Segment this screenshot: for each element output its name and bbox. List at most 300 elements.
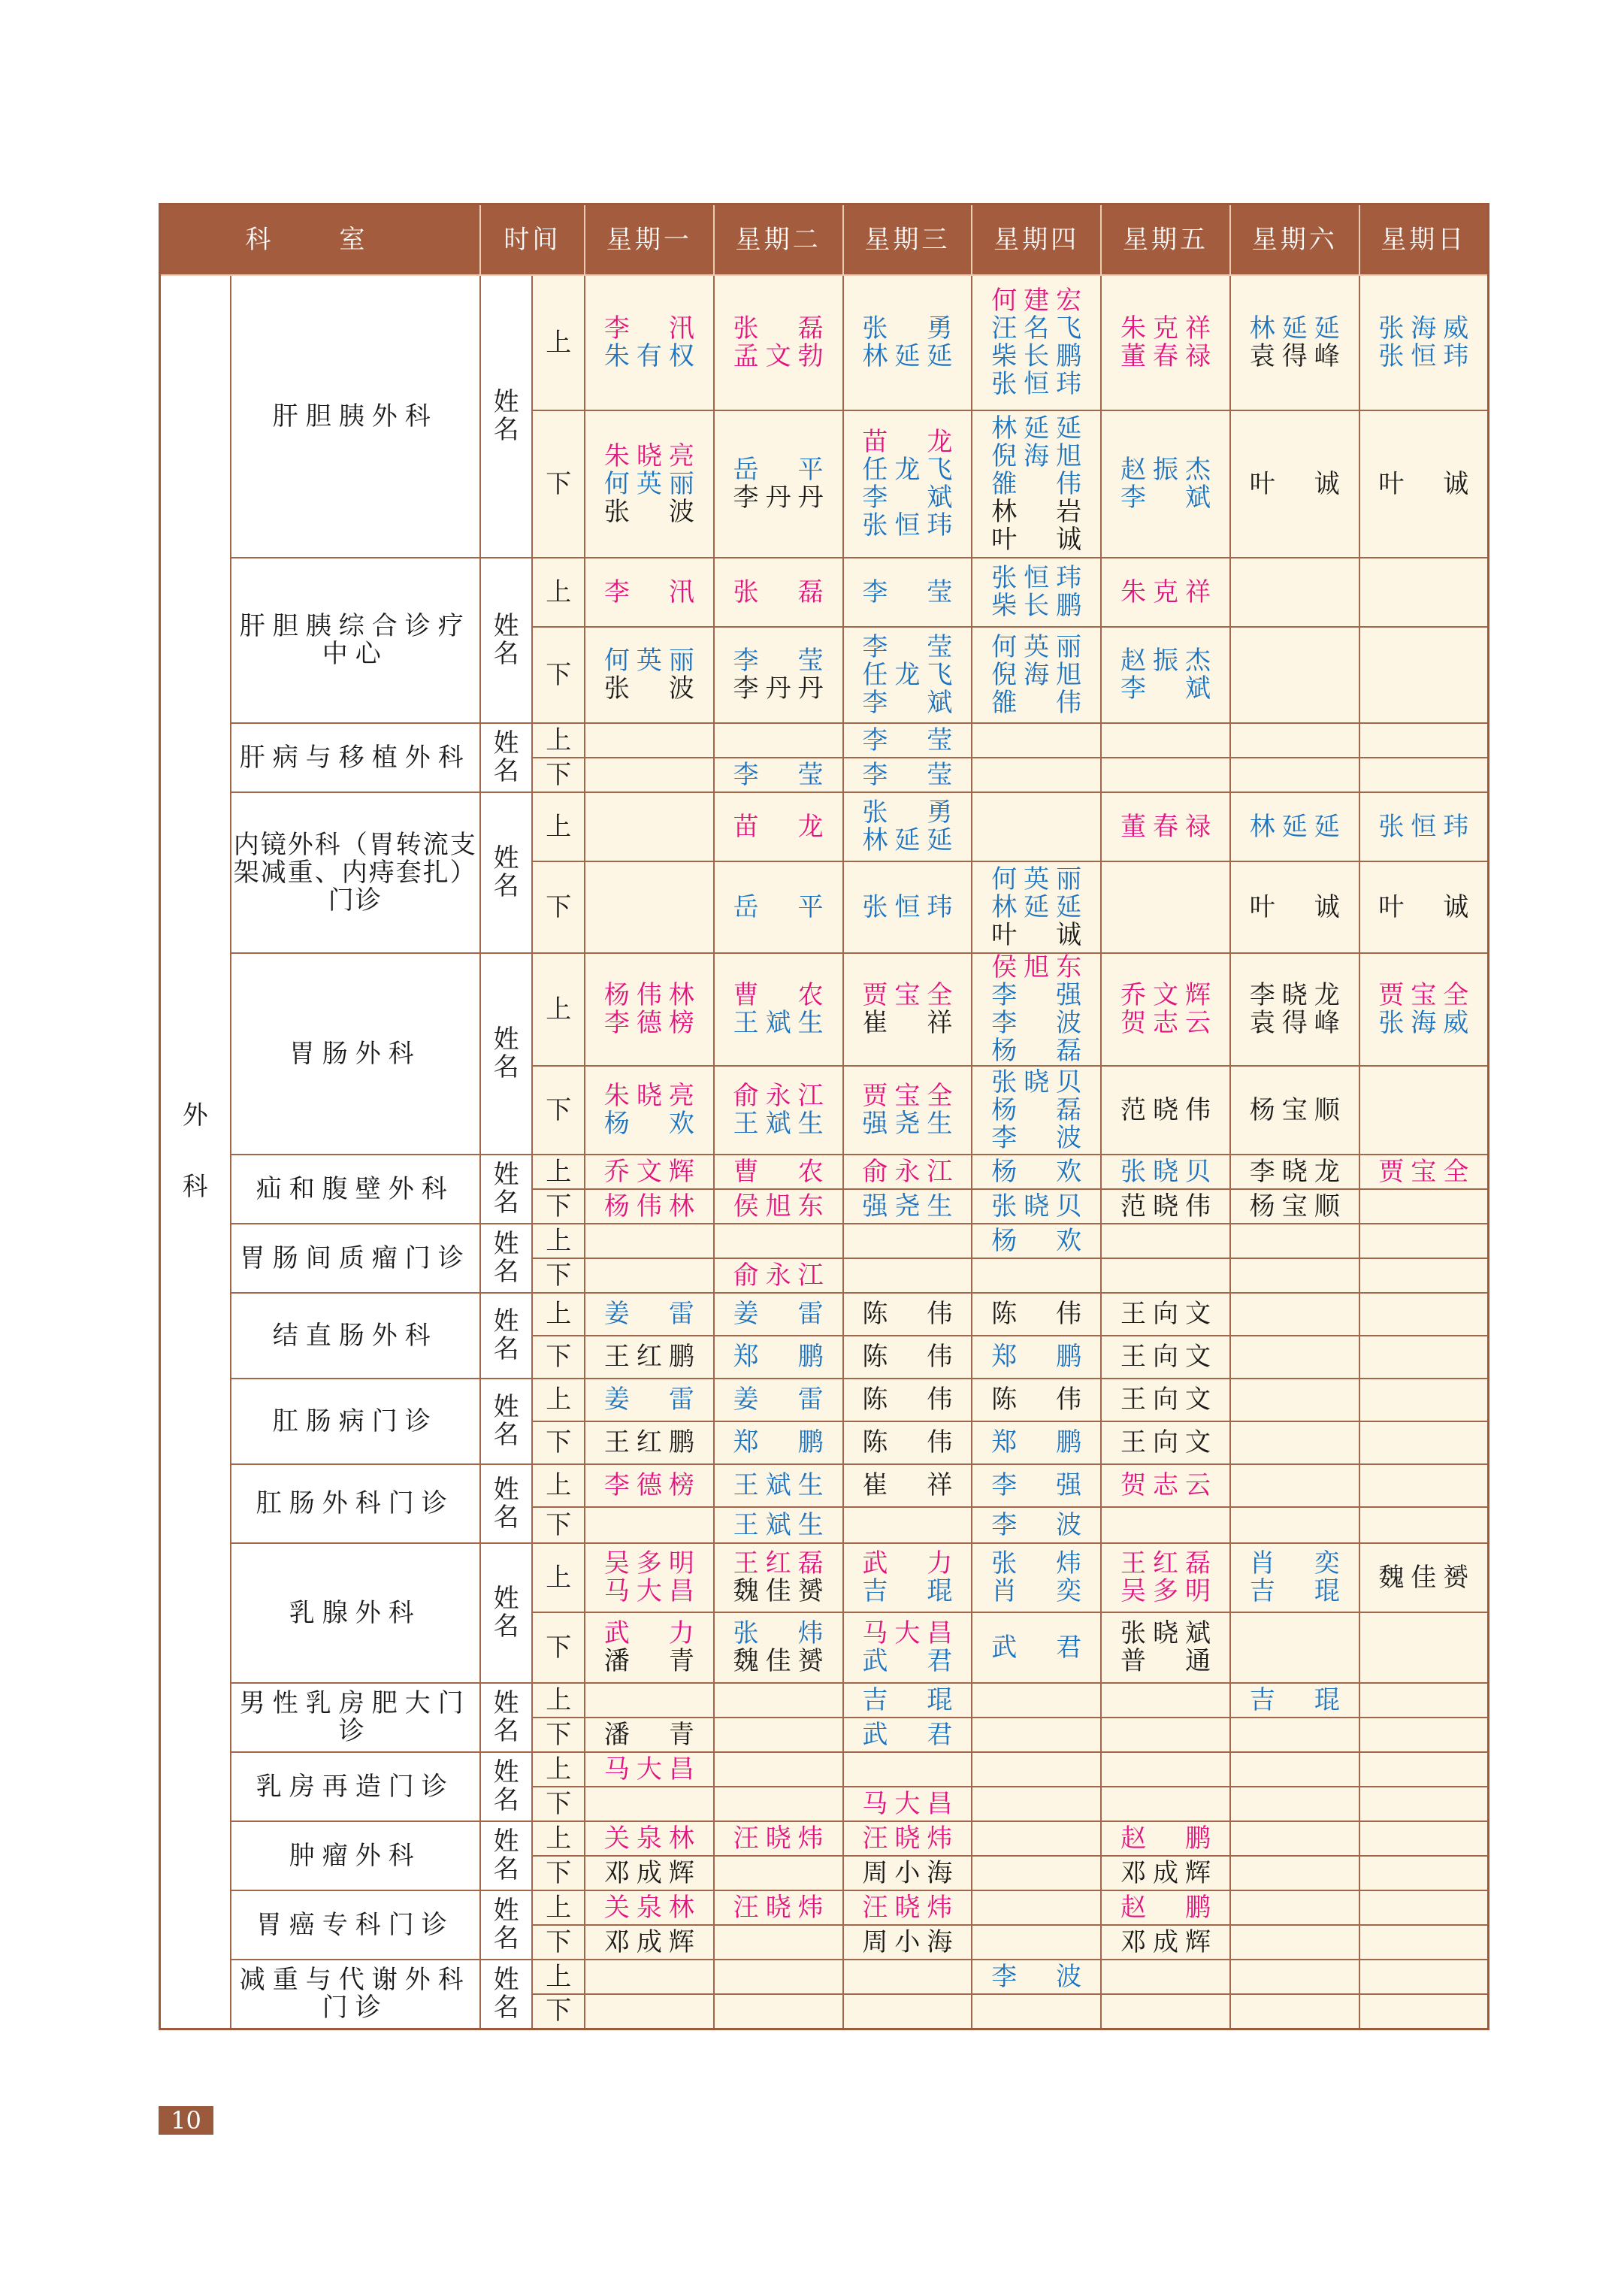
pm-label: 下	[532, 1336, 585, 1379]
doctor-cell	[1230, 1612, 1359, 1683]
name-label-cell	[480, 1379, 533, 1464]
am-label: 上	[532, 953, 585, 1066]
doctor-name: 汪晓炜	[733, 1823, 824, 1854]
am-label: 上	[532, 1224, 585, 1258]
doctor-name: 何英丽	[991, 864, 1082, 894]
doctor-cell	[1359, 275, 1489, 410]
header-row	[160, 204, 1489, 276]
name-label-char: 姓	[493, 1306, 519, 1336]
doctor-cell	[843, 627, 972, 723]
doctor-cell	[972, 1612, 1101, 1683]
name-label-char: 名	[493, 1716, 519, 1746]
name-label-char: 姓	[493, 1964, 519, 1995]
doctor-cell	[1359, 627, 1489, 723]
doctor-cell	[972, 953, 1101, 1066]
doctor-cell	[585, 723, 714, 758]
header-time: 时间	[480, 204, 585, 276]
name-label-char: 姓	[493, 728, 519, 758]
pm-label: 下	[532, 1925, 585, 1960]
doctor-name: 武力	[603, 1618, 694, 1648]
doctor-cell	[1230, 1336, 1359, 1379]
doctor-name: 贺志云	[1120, 1008, 1211, 1038]
doctor-cell	[843, 1925, 972, 1960]
doctor-name: 林延延	[862, 825, 953, 855]
doctor-cell	[843, 1189, 972, 1224]
doctor-cell	[843, 1464, 972, 1507]
doctor-name: 吉琨	[1249, 1576, 1340, 1606]
doctor-cell	[585, 861, 714, 953]
doctor-cell	[714, 1960, 843, 1994]
name-label-char: 名	[493, 1257, 519, 1287]
doctor-name: 郑鹏	[991, 1427, 1082, 1457]
doctor-cell	[1101, 1464, 1230, 1507]
doctor-name: 普通	[1120, 1646, 1211, 1676]
doctor-name: 贺志云	[1120, 1470, 1211, 1500]
doctor-name: 邓成辉	[603, 1926, 694, 1957]
doctor-name: 雒伟	[991, 687, 1082, 718]
doctor-cell	[714, 1258, 843, 1293]
doctor-cell	[1101, 1336, 1230, 1379]
name-label-char: 姓	[493, 1757, 519, 1787]
doctor-cell	[1101, 1507, 1230, 1543]
doctor-cell	[972, 1464, 1101, 1507]
doctor-name: 潘青	[603, 1646, 694, 1676]
name-label-cell	[480, 1464, 533, 1543]
schedule-row	[160, 275, 1489, 410]
doctor-cell	[1101, 861, 1230, 953]
doctor-cell	[585, 275, 714, 410]
doctor-cell	[1101, 1379, 1230, 1421]
doctor-name: 武君	[991, 1632, 1082, 1663]
department-name	[231, 1752, 480, 1821]
doctor-name: 张波	[603, 496, 694, 527]
doctor-name: 陈伟	[862, 1427, 953, 1457]
doctor-name: 李斌	[1120, 483, 1211, 513]
doctor-cell	[1230, 627, 1359, 723]
doctor-cell	[1101, 1421, 1230, 1464]
doctor-cell	[585, 1856, 714, 1890]
doctor-cell	[714, 1718, 843, 1752]
doctor-name: 叶诚	[991, 919, 1082, 950]
department-label: 肿瘤外科	[289, 1840, 422, 1871]
schedule-row	[160, 1155, 1489, 1189]
name-label-char: 姓	[493, 1229, 519, 1259]
doctor-cell	[972, 1821, 1101, 1856]
doctor-name: 李丹丹	[733, 483, 824, 513]
doctor-name: 曹农	[733, 1156, 824, 1187]
doctor-cell	[585, 1683, 714, 1718]
department-name	[231, 792, 480, 953]
doctor-name: 袁得峰	[1249, 341, 1340, 371]
doctor-cell	[972, 1066, 1101, 1155]
doctor-cell	[972, 1890, 1101, 1925]
schedule-row	[160, 1683, 1489, 1718]
department-label: 男性乳房肥大门诊	[239, 1688, 471, 1746]
doctor-name: 何英丽	[603, 468, 694, 499]
schedule-row	[160, 723, 1489, 758]
header-day: 星期六	[1230, 204, 1359, 276]
doctor-cell	[585, 1543, 714, 1612]
doctor-name: 叶诚	[1378, 468, 1469, 499]
header-dept: 科 室	[160, 204, 480, 276]
doctor-cell	[843, 1543, 972, 1612]
doctor-cell	[585, 1890, 714, 1925]
schedule-row	[160, 1293, 1489, 1336]
doctor-cell	[1101, 1925, 1230, 1960]
doctor-name: 关泉林	[603, 1892, 694, 1923]
doctor-cell	[1101, 1189, 1230, 1224]
am-label: 上	[532, 1379, 585, 1421]
doctor-name: 何英丽	[603, 646, 694, 676]
doctor-name: 王斌生	[733, 1509, 824, 1540]
doctor-cell	[585, 792, 714, 861]
doctor-name: 叶诚	[991, 524, 1082, 555]
doctor-name: 李强	[991, 980, 1082, 1010]
department-name	[231, 1543, 480, 1683]
doctor-cell	[714, 1890, 843, 1925]
department-label: 减重与代谢外科门诊	[239, 1964, 471, 2023]
schedule-row	[160, 1821, 1489, 1856]
doctor-name: 王斌生	[733, 1470, 824, 1500]
doctor-name: 杨伟林	[603, 980, 694, 1010]
doctor-name: 李波	[991, 1961, 1082, 1992]
doctor-name: 曹农	[733, 980, 824, 1010]
doctor-cell	[843, 1066, 972, 1155]
am-label: 上	[532, 1683, 585, 1718]
doctor-name: 范晓伟	[1120, 1094, 1211, 1125]
doctor-name: 杨欢	[991, 1225, 1082, 1256]
name-label-char: 名	[493, 756, 519, 786]
doctor-cell	[1230, 1752, 1359, 1787]
doctor-cell	[972, 410, 1101, 558]
name-label-cell	[480, 1543, 533, 1683]
doctor-name: 李汛	[603, 577, 694, 607]
doctor-cell	[714, 1155, 843, 1189]
doctor-cell	[1359, 1856, 1489, 1890]
doctor-name: 马大昌	[603, 1576, 694, 1606]
category-cell	[160, 275, 231, 2029]
doctor-name: 贾宝全	[862, 980, 953, 1010]
schedule-row	[160, 1464, 1489, 1507]
name-label-char: 名	[493, 1854, 519, 1884]
doctor-name: 杨宝顺	[1249, 1191, 1340, 1221]
doctor-cell	[1230, 953, 1359, 1066]
doctor-name: 姜雷	[733, 1299, 824, 1329]
doctor-cell	[585, 1994, 714, 2029]
doctor-cell	[1230, 1683, 1359, 1718]
doctor-cell	[585, 953, 714, 1066]
doctor-cell	[843, 1856, 972, 1890]
doctor-name: 张晓贝	[991, 1191, 1082, 1221]
doctor-name: 岳平	[733, 455, 824, 485]
doctor-cell	[1101, 275, 1230, 410]
doctor-name: 李斌	[1120, 673, 1211, 704]
department-name	[231, 953, 480, 1155]
doctor-name: 邓成辉	[1120, 1857, 1211, 1888]
doctor-cell	[1359, 1379, 1489, 1421]
department-name	[231, 1960, 480, 2029]
name-label-char: 名	[493, 1923, 519, 1954]
schedule-row	[160, 1224, 1489, 1258]
name-label-cell	[480, 1155, 533, 1224]
doctor-name: 马大昌	[862, 1788, 953, 1819]
doctor-name: 俞永江	[862, 1156, 953, 1187]
doctor-cell	[585, 1224, 714, 1258]
doctor-name: 张磊	[733, 577, 824, 607]
doctor-name: 姜雷	[733, 1385, 824, 1415]
department-label: 肛肠病门诊	[272, 1406, 438, 1436]
doctor-cell	[1230, 1856, 1359, 1890]
doctor-name: 吴多明	[1120, 1576, 1211, 1606]
doctor-cell	[843, 723, 972, 758]
doctor-cell	[1230, 1224, 1359, 1258]
doctor-cell	[714, 1925, 843, 1960]
doctor-cell	[1359, 1189, 1489, 1224]
doctor-name: 李强	[991, 1470, 1082, 1500]
doctor-name: 陈伟	[862, 1385, 953, 1415]
doctor-name: 柴长鹏	[991, 341, 1082, 371]
doctor-name: 王向文	[1120, 1385, 1211, 1415]
name-label-char: 名	[493, 871, 519, 901]
doctor-cell	[714, 410, 843, 558]
doctor-name: 李波	[991, 1122, 1082, 1153]
doctor-name: 李汛	[603, 313, 694, 344]
department-name	[231, 1293, 480, 1379]
name-label-char: 名	[493, 639, 519, 669]
doctor-cell	[972, 1960, 1101, 1994]
doctor-name: 李莹	[733, 759, 824, 790]
doctor-name: 李莹	[733, 646, 824, 676]
doctor-cell	[1359, 1507, 1489, 1543]
doctor-cell	[1230, 1155, 1359, 1189]
doctor-name: 陈伟	[862, 1299, 953, 1329]
doctor-cell	[714, 1189, 843, 1224]
doctor-cell	[843, 1258, 972, 1293]
doctor-cell	[843, 792, 972, 861]
doctor-name: 周小海	[862, 1926, 953, 1957]
doctor-cell	[843, 1683, 972, 1718]
doctor-name: 林岩	[991, 496, 1082, 527]
pm-label: 下	[532, 1066, 585, 1155]
schedule-row	[160, 953, 1489, 1066]
department-label: 肝病与移植外科	[239, 742, 471, 773]
doctor-name: 叶诚	[1249, 468, 1340, 499]
schedule-row	[160, 1890, 1489, 1925]
doctor-name: 张恒玮	[991, 563, 1082, 593]
name-label-char: 姓	[493, 387, 519, 417]
doctor-cell	[972, 1258, 1101, 1293]
department-label: 胃癌专科门诊	[256, 1909, 455, 1940]
doctor-cell	[1359, 953, 1489, 1066]
doctor-cell	[1359, 861, 1489, 953]
doctor-name: 姜雷	[603, 1299, 694, 1329]
doctor-cell	[1230, 410, 1359, 558]
department-name	[231, 1155, 480, 1224]
name-label-char: 名	[493, 1785, 519, 1815]
doctor-cell	[1359, 1925, 1489, 1960]
doctor-cell	[714, 1421, 843, 1464]
doctor-cell	[972, 1925, 1101, 1960]
doctor-cell	[714, 558, 843, 627]
doctor-cell	[1230, 1925, 1359, 1960]
doctor-name: 雒伟	[991, 468, 1082, 499]
doctor-name: 乔文辉	[603, 1156, 694, 1187]
department-name	[231, 1224, 480, 1293]
pm-label: 下	[532, 1856, 585, 1890]
doctor-cell	[585, 1293, 714, 1336]
doctor-cell	[714, 1224, 843, 1258]
doctor-name: 马大昌	[603, 1754, 694, 1784]
doctor-name: 杨磊	[991, 1094, 1082, 1125]
doctor-name: 苗龙	[862, 427, 953, 457]
doctor-name: 杨欢	[603, 1109, 694, 1139]
doctor-cell	[1230, 558, 1359, 627]
schedule-row	[160, 1379, 1489, 1421]
department-label: 肝胆胰外科	[272, 401, 438, 431]
name-label-char: 姓	[493, 1896, 519, 1926]
doctor-name: 王斌生	[733, 1008, 824, 1038]
doctor-cell	[1359, 1464, 1489, 1507]
department-name	[231, 1821, 480, 1890]
doctor-cell	[714, 1543, 843, 1612]
doctor-cell	[585, 558, 714, 627]
department-label: 疝和腹壁外科	[256, 1173, 455, 1204]
doctor-cell	[843, 1890, 972, 1925]
name-label-char: 姓	[493, 1160, 519, 1190]
doctor-name: 董春禄	[1120, 341, 1211, 371]
doctor-cell	[972, 1994, 1101, 2029]
department-name	[231, 275, 480, 558]
doctor-cell	[843, 1379, 972, 1421]
doctor-name: 李德榜	[603, 1470, 694, 1500]
doctor-cell	[714, 627, 843, 723]
doctor-cell	[843, 953, 972, 1066]
doctor-cell	[1101, 558, 1230, 627]
doctor-name: 张炜	[733, 1618, 824, 1648]
category-char: 外	[182, 1100, 208, 1131]
am-label: 上	[532, 1752, 585, 1787]
doctor-cell	[1101, 1890, 1230, 1925]
doctor-cell	[1101, 1960, 1230, 1994]
department-name	[231, 1379, 480, 1464]
doctor-cell	[1359, 1224, 1489, 1258]
doctor-name: 吉琨	[862, 1576, 953, 1606]
am-label: 上	[532, 1293, 585, 1336]
pm-label: 下	[532, 1994, 585, 2029]
doctor-name: 朱有权	[603, 341, 694, 371]
doctor-name: 朱克祥	[1120, 577, 1211, 607]
pm-label: 下	[532, 861, 585, 953]
doctor-name: 肖奕	[991, 1576, 1082, 1606]
name-label-char: 姓	[493, 1688, 519, 1718]
doctor-name: 叶诚	[1249, 891, 1340, 922]
name-label-char: 姓	[493, 843, 519, 873]
doctor-name: 张恒玮	[991, 369, 1082, 399]
doctor-name: 袁得峰	[1249, 1008, 1340, 1038]
doctor-cell	[585, 1379, 714, 1421]
pm-label: 下	[532, 410, 585, 558]
doctor-cell	[1359, 1718, 1489, 1752]
doctor-cell	[585, 1752, 714, 1787]
doctor-name: 李晓龙	[1249, 980, 1340, 1010]
name-label-cell	[480, 558, 533, 723]
doctor-cell	[1359, 1821, 1489, 1856]
doctor-name: 魏佳赟	[733, 1646, 824, 1676]
name-label-char: 名	[493, 1188, 519, 1218]
doctor-name: 强尧生	[862, 1109, 953, 1139]
doctor-cell	[1230, 723, 1359, 758]
department-label: 肝胆胰综合诊疗中心	[239, 611, 471, 669]
department-name	[231, 1890, 480, 1960]
doctor-name: 杨伟林	[603, 1191, 694, 1221]
doctor-cell	[1101, 1994, 1230, 2029]
department-label: 胃肠间质瘤门诊	[239, 1242, 471, 1273]
doctor-name: 李波	[991, 1509, 1082, 1540]
name-label-cell	[480, 723, 533, 792]
schedule-table	[159, 203, 1489, 2030]
doctor-cell	[585, 1336, 714, 1379]
doctor-cell	[585, 1066, 714, 1155]
name-label-char: 姓	[493, 611, 519, 641]
doctor-cell	[972, 861, 1101, 953]
doctor-cell	[1359, 1787, 1489, 1821]
page-number: 10	[159, 2106, 213, 2135]
doctor-cell	[1230, 275, 1359, 410]
doctor-cell	[1230, 1379, 1359, 1421]
doctor-name: 郑鹏	[733, 1427, 824, 1457]
doctor-cell	[714, 758, 843, 792]
doctor-name: 叶诚	[1378, 891, 1469, 922]
doctor-name: 苗龙	[733, 811, 824, 842]
pm-label: 下	[532, 627, 585, 723]
name-label-cell	[480, 1683, 533, 1752]
doctor-name: 朱晓亮	[603, 1081, 694, 1111]
doctor-name: 吴多明	[603, 1548, 694, 1578]
am-label: 上	[532, 1960, 585, 1994]
schedule-row	[160, 1752, 1489, 1787]
doctor-cell	[843, 1421, 972, 1464]
doctor-cell	[972, 723, 1101, 758]
doctor-cell	[972, 275, 1101, 410]
doctor-cell	[843, 1155, 972, 1189]
doctor-cell	[1230, 1890, 1359, 1925]
doctor-cell	[1101, 1066, 1230, 1155]
doctor-cell	[1359, 410, 1489, 558]
department-name	[231, 558, 480, 723]
name-label-cell	[480, 1224, 533, 1293]
doctor-name: 张恒玮	[862, 510, 953, 540]
doctor-name: 赵振杰	[1120, 646, 1211, 676]
doctor-cell	[1101, 953, 1230, 1066]
doctor-name: 杨磊	[991, 1036, 1082, 1066]
doctor-name: 侯旭东	[733, 1191, 824, 1221]
doctor-cell	[714, 953, 843, 1066]
name-label-cell	[480, 1960, 533, 2029]
doctor-cell	[972, 792, 1101, 861]
doctor-cell	[714, 1856, 843, 1890]
doctor-cell	[843, 1293, 972, 1336]
header-day: 星期四	[972, 204, 1101, 276]
doctor-cell	[1230, 1507, 1359, 1543]
doctor-name: 任龙飞	[862, 455, 953, 485]
name-label-cell	[480, 275, 533, 558]
doctor-cell	[714, 792, 843, 861]
doctor-cell	[1230, 1189, 1359, 1224]
doctor-cell	[585, 1464, 714, 1507]
doctor-cell	[972, 1336, 1101, 1379]
doctor-cell	[585, 758, 714, 792]
doctor-cell	[972, 758, 1101, 792]
